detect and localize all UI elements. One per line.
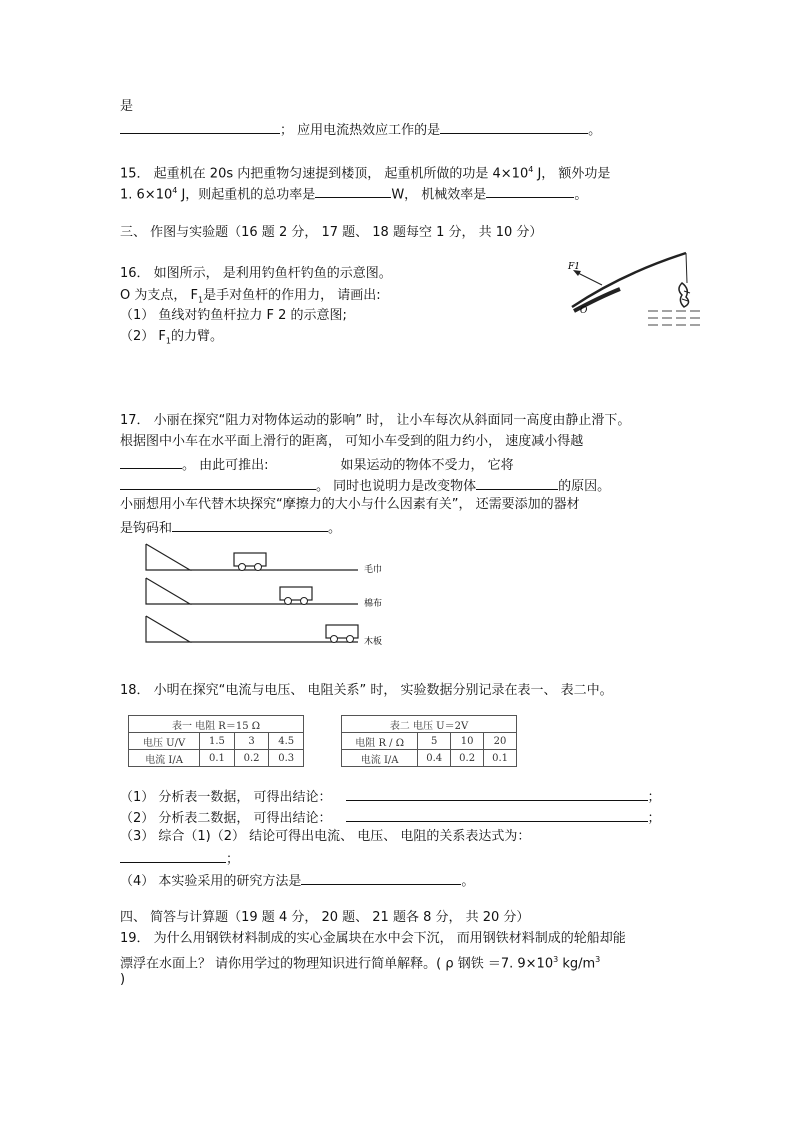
answer-blank[interactable] [486, 183, 574, 198]
q15-text: J，则起重机的总功率是 [177, 187, 316, 203]
q19-text: 漂浮在水面上？ 请你用学过的物理知识进行简单解释。( ρ 钢铁 ＝7. 9×10 [120, 956, 554, 972]
q16-text: 的力臂。 [170, 329, 223, 344]
table-row [342, 733, 517, 750]
table-cell: 10 [451, 733, 484, 750]
cart [326, 625, 358, 638]
q18-text: 。 [461, 874, 475, 889]
q17-line-3 [120, 454, 514, 475]
table-row [129, 733, 304, 750]
row-label: 电流 I/A [129, 750, 200, 767]
answer-blank[interactable] [120, 119, 280, 134]
q15-text: 15． 起重机在 20s 内把重物匀速提到楼顶， 起重机所做的功是 4×10 [120, 166, 529, 182]
q17-line-1: 17． 小丽在探究“阻力对物体运动的影响” 时， 让小车每次从斜面同一高度由静止滑下。 [120, 413, 631, 428]
q18-line-1: 18． 小明在探究“电流与电压、 电阻关系” 时， 实验数据分别记录在表一、 表二中。 [120, 683, 613, 698]
q18-text: （1） 分析表一数据， 可得出结论： [120, 790, 332, 805]
pivot-label: O [580, 306, 588, 316]
table-row [129, 750, 304, 767]
q17-text: 的原因。 [558, 479, 611, 494]
fishing-rod-figure [560, 245, 720, 335]
q14-line-2 [120, 119, 601, 140]
table-cell: 0.2 [451, 750, 484, 767]
q17-line-6 [120, 517, 341, 538]
water-lines [648, 311, 700, 325]
subscript: 1 [165, 336, 171, 346]
q14-end: 。 [588, 123, 602, 138]
table-cell: 0.1 [200, 750, 235, 767]
q15-text: 1. 6×10 [120, 187, 173, 203]
force-label: F1 [568, 262, 580, 272]
exponent: 3 [595, 955, 601, 964]
q17-line-2: 根据图中小车在水平面上滑行的距离， 可知小车受到的阻力约小， 速度减小得越 [120, 434, 584, 449]
surface-label-towel: 毛巾 [364, 565, 383, 575]
section-4-title: 四、 简答与计算题（19 题 4 分， 20 题、 21 题各 8 分， 共 20 分） [120, 910, 530, 925]
exponent: 4 [528, 165, 534, 174]
answer-blank[interactable] [301, 870, 461, 885]
q17-text: 。 [328, 521, 342, 536]
q18-part-3-answer [120, 848, 239, 869]
cart [280, 587, 312, 600]
q18-text: （4） 本实验采用的研究方法是 [120, 874, 302, 889]
q15-text: J， 额外功是 [533, 166, 611, 182]
table-cell: 0.3 [269, 750, 304, 767]
table-cell: 0.2 [234, 750, 269, 767]
wheel [331, 636, 338, 643]
q14-text-mid: ； 应用电流热效应工作的是 [280, 123, 441, 138]
wheel [239, 564, 246, 571]
semicolon: ； [226, 852, 240, 867]
answer-blank[interactable] [346, 807, 648, 822]
surface-label-cotton: 棉布 [364, 599, 383, 609]
semicolon: ； [647, 790, 661, 805]
force-arrow [576, 272, 602, 285]
wheel [285, 598, 292, 605]
answer-blank[interactable] [440, 119, 588, 134]
row-label: 电流 I/A [342, 750, 418, 767]
q18-part-2 [120, 807, 661, 828]
q15-end: 。 [574, 187, 588, 203]
answer-blank[interactable] [346, 786, 648, 801]
table-row [342, 750, 517, 767]
q16-text: 是手对鱼杆的作用力， 请画出: [203, 288, 381, 303]
row-label: 电压 U/V [129, 733, 200, 750]
incline-towel [146, 544, 382, 575]
q18-text: （2） 分析表二数据， 可得出结论： [120, 811, 332, 826]
q16-text: O 为支点， F [120, 288, 198, 303]
table-cell: 1.5 [200, 733, 235, 750]
q17-line-4 [120, 475, 610, 496]
table-cell: 5 [418, 733, 451, 750]
q16-line-4 [120, 328, 223, 351]
q19-line-3: ) [120, 972, 126, 987]
wheel [347, 636, 354, 643]
wheel [301, 598, 308, 605]
data-table-2 [341, 715, 517, 767]
fishing-line [686, 253, 687, 283]
semicolon: ； [647, 811, 661, 826]
q18-part-3: （3） 综合（1)（2） 结论可得出电流、 电压、 电阻的关系表达式为： [120, 829, 531, 844]
answer-blank[interactable] [315, 183, 391, 198]
section-3-title: 三、 作图与实验题（16 题 2 分， 17 题、 18 题每空 1 分， 共 10 分） [120, 225, 543, 240]
q15-line-2 [120, 182, 587, 204]
surface-label-wood: 木板 [364, 637, 383, 647]
incline-cotton [146, 578, 382, 609]
q17-line-5: 小丽想用小车代替木块探究“摩擦力的大小与什么因素有关”， 还需要添加的器材 [120, 497, 580, 512]
q19-line-2 [120, 951, 600, 973]
table-cell: 0.1 [484, 750, 517, 767]
q17-text: 。 同时也说明力是改变物体 [316, 479, 477, 494]
q16-text: （2） F [120, 329, 166, 344]
q17-text: 。 由此可推出: [182, 458, 269, 473]
cart [234, 553, 266, 566]
wheel [255, 564, 262, 571]
table-cell: 0.4 [418, 750, 451, 767]
data-table-1 [128, 715, 304, 767]
table-cell: 4.5 [269, 733, 304, 750]
q17-text: 是钩码和 [120, 521, 173, 536]
q18-part-4 [120, 870, 474, 891]
q15-text: W， 机械效率是 [391, 187, 487, 203]
q19-line-1: 19． 为什么用钢铁材料制成的实心金属块在水中会下沉， 而用钢铁材料制成的轮船却能 [120, 931, 626, 946]
q14-line-start: 是 [120, 99, 134, 114]
answer-blank[interactable] [120, 475, 316, 490]
exponent: 3 [553, 955, 559, 964]
row-label: 电阻 R / Ω [342, 733, 418, 750]
rod [572, 253, 686, 307]
q16-line-3: （1） 鱼线对钓鱼杆拉力 F 2 的示意图; [120, 308, 347, 323]
answer-blank[interactable] [476, 475, 558, 490]
fish-icon [679, 283, 690, 307]
q19-text: kg/m [558, 956, 596, 972]
table-cell: 3 [234, 733, 269, 750]
table-cell: 20 [484, 733, 517, 750]
incline-wood [146, 616, 382, 647]
q15-line-1 [120, 161, 610, 183]
q16-line-1: 16． 如图所示， 是利用钓鱼杆钓鱼的示意图。 [120, 266, 392, 281]
incline-cart-figure [140, 538, 400, 658]
q17-text: 如果运动的物体不受力， 它将 [340, 458, 514, 473]
answer-blank[interactable] [120, 848, 226, 863]
answer-blank[interactable] [172, 517, 328, 532]
answer-blank[interactable] [120, 454, 182, 469]
q18-part-1 [120, 786, 661, 807]
table-caption: 表二 电压 U＝2V [342, 716, 517, 733]
exponent: 4 [172, 186, 178, 195]
subscript: 1 [197, 295, 204, 305]
table-caption: 表一 电阻 R＝15 Ω [129, 716, 304, 733]
